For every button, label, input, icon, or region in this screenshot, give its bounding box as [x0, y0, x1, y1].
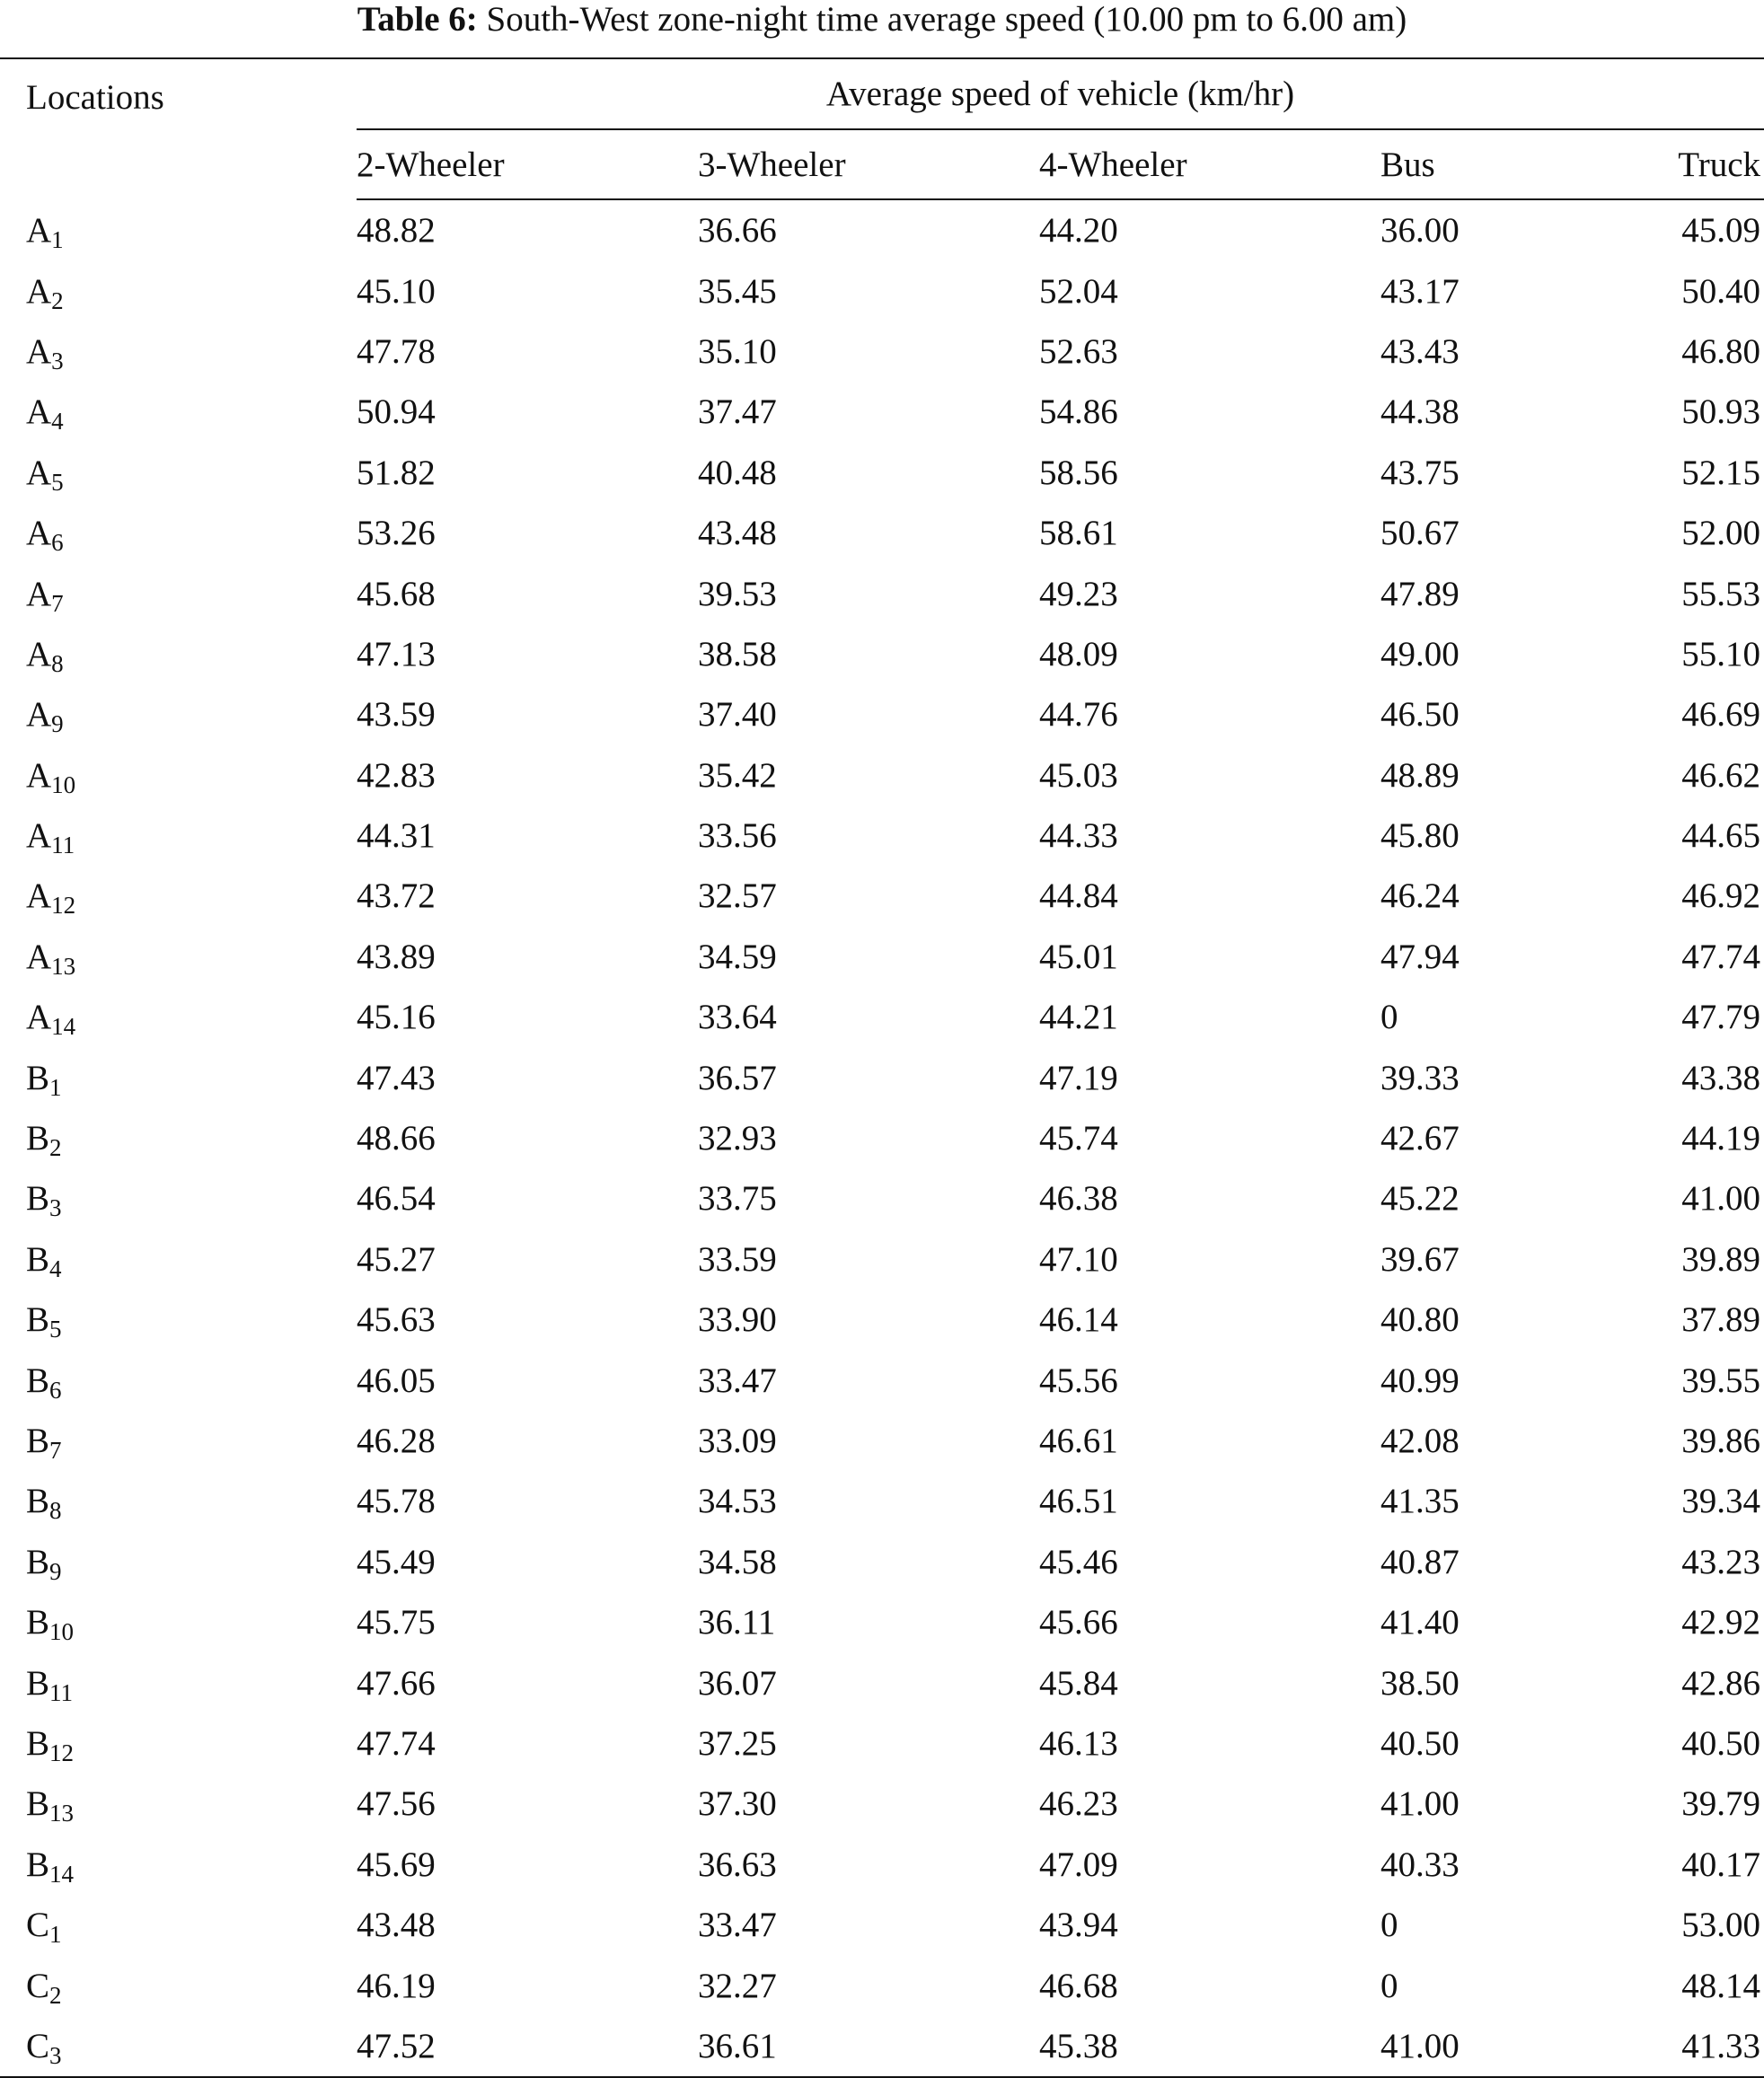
- three-wheeler-cell: 36.11: [698, 1603, 776, 1642]
- truck-cell: 46.69: [1681, 695, 1761, 735]
- four-wheeler-cell: 52.04: [1039, 271, 1118, 311]
- truck-cell: 45.09: [1681, 211, 1761, 251]
- location-letter: B: [26, 1422, 50, 1460]
- location-subscript: 7: [49, 1437, 62, 1464]
- bus-cell: 0: [1380, 1906, 1398, 1945]
- three-wheeler-cell: 36.61: [698, 2016, 1039, 2077]
- four-wheeler-cell: 46.51: [1039, 1482, 1118, 1521]
- location-letter: A: [26, 937, 52, 976]
- location-subscript: 10: [49, 1618, 75, 1646]
- table-caption-text: South-West zone-night time average speed (10.00 pm to 6.00 am): [486, 0, 1407, 39]
- location-subscript: 1: [49, 1073, 62, 1101]
- three-wheeler-cell: 32.93: [698, 1119, 777, 1158]
- location-subscript: 1: [51, 225, 64, 253]
- four-wheeler-cell: 44.76: [1039, 695, 1118, 735]
- table-row: [0, 1592, 1764, 1652]
- two-wheeler-cell: 53.26: [357, 514, 436, 553]
- two-wheeler-cell: 43.72: [357, 876, 436, 916]
- location-cell: [0, 1411, 357, 1471]
- two-wheeler-cell: 46.54: [357, 1179, 436, 1219]
- table-caption-label: Table 6:: [357, 0, 478, 39]
- truck-cell: 55.10: [1681, 634, 1761, 674]
- table-row: [0, 563, 1764, 623]
- four-wheeler-cell: 46.61: [1039, 1422, 1118, 1460]
- location-cell: [0, 1168, 357, 1228]
- three-wheeler-cell: 33.56: [698, 816, 777, 856]
- location-subscript: 2: [51, 286, 64, 314]
- three-wheeler-cell: 36.66: [698, 211, 777, 251]
- location-letter: A: [26, 998, 52, 1037]
- location-cell: [0, 321, 357, 382]
- bus-cell: 42.67: [1380, 1119, 1460, 1158]
- locations-header: Locations: [0, 58, 357, 199]
- three-wheeler-cell: 33.64: [698, 998, 777, 1037]
- location-letter: A: [26, 816, 52, 856]
- location-subscript: 3: [49, 1194, 62, 1222]
- truck-cell: 39.89: [1681, 1239, 1761, 1279]
- location-subscript: 11: [49, 1678, 74, 1706]
- truck-cell: 48.14: [1681, 1966, 1761, 2005]
- table-row: [0, 1168, 1764, 1228]
- location-letter: B: [26, 1482, 50, 1521]
- location-subscript: 12: [49, 1739, 75, 1766]
- table-row: [0, 987, 1764, 1047]
- table-row: [0, 382, 1764, 442]
- three-wheeler-cell: 33.47: [698, 1360, 777, 1400]
- location-cell: [0, 927, 357, 987]
- table-row: [0, 1290, 1764, 1350]
- location-cell: [0, 199, 357, 260]
- header-row-group: [0, 58, 1764, 129]
- two-wheeler-cell: 43.89: [357, 937, 436, 976]
- truck-cell: 39.55: [1681, 1360, 1761, 1400]
- location-subscript: 11: [51, 832, 75, 859]
- bus-cell: 40.33: [1380, 1845, 1460, 1884]
- location-subscript: 10: [51, 770, 76, 798]
- table-body: [0, 199, 1764, 2077]
- location-cell: [0, 624, 357, 684]
- two-wheeler-cell: 47.52: [357, 2016, 698, 2077]
- table-row: [0, 806, 1764, 866]
- two-wheeler-cell: 45.69: [357, 1845, 436, 1884]
- location-cell: [0, 745, 357, 806]
- four-wheeler-cell: 58.61: [1039, 514, 1118, 553]
- location-subscript: 14: [51, 1013, 76, 1041]
- location-letter: A: [26, 876, 52, 916]
- table-row: [0, 1774, 1764, 1834]
- location-letter: B: [26, 1058, 50, 1097]
- truck-cell: 37.89: [1681, 1300, 1761, 1340]
- four-wheeler-cell: 44.21: [1039, 998, 1118, 1037]
- three-wheeler-cell: 33.90: [698, 1300, 777, 1340]
- four-wheeler-cell: 45.03: [1039, 755, 1118, 795]
- four-wheeler-cell: 54.86: [1039, 392, 1118, 432]
- three-wheeler-cell: 37.47: [698, 392, 777, 432]
- two-wheeler-cell: 45.68: [357, 574, 436, 613]
- bus-cell: 40.80: [1380, 1300, 1460, 1340]
- location-subscript: 4: [51, 408, 64, 436]
- location-letter: B: [26, 1360, 50, 1400]
- location-subscript: 13: [51, 952, 76, 980]
- bus-cell: 50.67: [1380, 514, 1460, 553]
- truck-cell: 52.00: [1681, 514, 1761, 553]
- four-wheeler-cell: 43.94: [1039, 1906, 1118, 1945]
- table-row: [0, 1108, 1764, 1168]
- three-wheeler-cell: 36.07: [698, 1663, 777, 1703]
- bus-cell: 47.94: [1380, 937, 1460, 976]
- four-wheeler-cell: 45.56: [1039, 1360, 1118, 1400]
- location-letter: B: [26, 1119, 50, 1158]
- column-header-3-wheeler: 3-Wheeler: [698, 129, 1039, 199]
- location-letter: A: [26, 514, 52, 553]
- table-row: [0, 1411, 1764, 1471]
- location-subscript: 3: [49, 2041, 62, 2069]
- location-subscript: 4: [49, 1255, 62, 1282]
- location-subscript: 6: [49, 1376, 62, 1404]
- two-wheeler-cell: 47.56: [357, 1784, 436, 1824]
- location-subscript: 13: [49, 1800, 75, 1827]
- location-letter: B: [26, 1179, 50, 1219]
- location-cell: [0, 443, 357, 503]
- location-cell: [0, 382, 357, 442]
- location-subscript: 12: [51, 892, 76, 920]
- table-row: [0, 1350, 1764, 1410]
- location-subscript: 2: [49, 1981, 62, 2009]
- two-wheeler-cell: 44.31: [357, 816, 436, 856]
- location-cell: [0, 1774, 357, 1834]
- bus-cell: 40.87: [1380, 1542, 1460, 1581]
- three-wheeler-cell: 37.30: [698, 1784, 777, 1824]
- truck-cell: 52.15: [1681, 453, 1761, 492]
- bus-cell: 49.00: [1380, 634, 1460, 674]
- truck-cell: 50.93: [1681, 392, 1761, 432]
- three-wheeler-cell: 34.59: [698, 937, 777, 976]
- four-wheeler-cell: 47.10: [1039, 1239, 1118, 1279]
- four-wheeler-cell: 45.01: [1039, 937, 1118, 976]
- two-wheeler-cell: 48.66: [357, 1119, 436, 1158]
- bus-cell: 46.24: [1380, 876, 1460, 916]
- three-wheeler-cell: 39.53: [698, 574, 777, 613]
- truck-cell: 42.86: [1681, 1663, 1761, 1703]
- bus-cell: 45.80: [1380, 816, 1460, 856]
- truck-cell: 39.34: [1681, 1482, 1761, 1521]
- truck-cell: 41.33: [1584, 2016, 1764, 2077]
- average-speed-header: Average speed of vehicle (km/hr): [357, 58, 1764, 129]
- truck-cell: 40.17: [1681, 1845, 1761, 1884]
- bus-cell: 45.22: [1380, 1179, 1460, 1219]
- bus-cell: 43.43: [1380, 331, 1460, 371]
- bus-cell: 40.99: [1380, 1360, 1460, 1400]
- bus-cell: 39.67: [1380, 1239, 1460, 1279]
- location-cell: [0, 1290, 357, 1350]
- four-wheeler-cell: 49.23: [1039, 574, 1118, 613]
- three-wheeler-cell: 35.10: [698, 331, 777, 371]
- bus-cell: 43.17: [1380, 271, 1460, 311]
- four-wheeler-cell: 46.13: [1039, 1723, 1118, 1763]
- location-letter: C: [26, 2026, 50, 2065]
- truck-cell: 42.92: [1681, 1603, 1761, 1642]
- four-wheeler-cell: 45.74: [1039, 1119, 1118, 1158]
- bus-cell: 46.50: [1380, 695, 1460, 735]
- table-row: [0, 866, 1764, 926]
- location-letter: A: [26, 634, 52, 674]
- four-wheeler-cell: 45.38: [1039, 2016, 1380, 2077]
- location-cell: [0, 1835, 357, 1895]
- location-letter: B: [26, 1845, 50, 1884]
- bus-cell: 41.35: [1380, 1482, 1460, 1521]
- table-row: [0, 1835, 1764, 1895]
- two-wheeler-cell: 47.66: [357, 1663, 436, 1703]
- table-header: [0, 58, 1764, 199]
- bus-cell: 41.40: [1380, 1603, 1460, 1642]
- two-wheeler-cell: 43.48: [357, 1906, 436, 1945]
- table-row: [0, 503, 1764, 563]
- two-wheeler-cell: 51.82: [357, 453, 436, 492]
- truck-cell: 39.86: [1681, 1422, 1761, 1460]
- location-letter: A: [26, 574, 52, 613]
- three-wheeler-cell: 32.57: [698, 876, 777, 916]
- table-row: [0, 684, 1764, 744]
- location-letter: C: [26, 1906, 50, 1945]
- table-row: [0, 443, 1764, 503]
- two-wheeler-cell: 50.94: [357, 392, 436, 432]
- location-cell: [0, 866, 357, 926]
- truck-cell: 46.62: [1681, 755, 1761, 795]
- truck-cell: 47.74: [1681, 937, 1761, 976]
- location-cell: [0, 1895, 357, 1955]
- location-letter: A: [26, 755, 52, 795]
- bus-cell: 38.50: [1380, 1663, 1460, 1703]
- column-header-4-wheeler: 4-Wheeler: [1039, 129, 1380, 199]
- location-cell: [0, 2016, 357, 2077]
- four-wheeler-cell: 52.63: [1039, 331, 1118, 371]
- location-cell: [0, 1108, 357, 1168]
- four-wheeler-cell: 44.84: [1039, 876, 1118, 916]
- table-row: [0, 1895, 1764, 1955]
- location-cell: [0, 1592, 357, 1652]
- location-letter: A: [26, 271, 52, 311]
- bus-cell: 0: [1380, 998, 1398, 1037]
- location-letter: B: [26, 1542, 50, 1581]
- two-wheeler-cell: 46.28: [357, 1422, 436, 1460]
- column-header-2-wheeler: 2-Wheeler: [357, 129, 698, 199]
- table-row: [0, 1652, 1764, 1713]
- location-subscript: 14: [49, 1860, 75, 1888]
- truck-cell: 46.92: [1681, 876, 1761, 916]
- table-row: [0, 624, 1764, 684]
- location-cell: [0, 1652, 357, 1713]
- four-wheeler-cell: 46.68: [1039, 1966, 1118, 2005]
- location-subscript: 5: [49, 1316, 62, 1343]
- location-cell: [0, 1955, 357, 2015]
- location-subscript: 8: [49, 1497, 62, 1525]
- location-subscript: 9: [51, 710, 64, 738]
- three-wheeler-cell: 33.47: [698, 1906, 777, 1945]
- three-wheeler-cell: 43.48: [698, 514, 777, 553]
- table-row: [0, 1713, 1764, 1774]
- table-row: [0, 1955, 1764, 2015]
- three-wheeler-cell: 35.42: [698, 755, 777, 795]
- location-cell: [0, 1471, 357, 1531]
- four-wheeler-cell: 47.09: [1039, 1845, 1118, 1884]
- two-wheeler-cell: 45.10: [357, 271, 436, 311]
- truck-cell: 43.23: [1681, 1542, 1761, 1581]
- truck-cell: 39.79: [1681, 1784, 1761, 1824]
- three-wheeler-cell: 40.48: [698, 453, 777, 492]
- table-caption: [0, 0, 1764, 40]
- location-letter: B: [26, 1239, 50, 1279]
- table-row: [0, 2016, 1764, 2077]
- location-subscript: 8: [51, 649, 64, 677]
- two-wheeler-cell: 45.16: [357, 998, 436, 1037]
- three-wheeler-cell: 33.09: [698, 1422, 777, 1460]
- bus-cell: 41.00: [1380, 2016, 1584, 2077]
- two-wheeler-cell: 45.75: [357, 1603, 436, 1642]
- four-wheeler-cell: 47.19: [1039, 1058, 1118, 1097]
- location-letter: B: [26, 1663, 50, 1703]
- table-row: [0, 927, 1764, 987]
- two-wheeler-cell: 46.19: [357, 1966, 436, 2005]
- location-cell: [0, 1532, 357, 1592]
- bus-cell: 43.75: [1380, 453, 1460, 492]
- location-cell: [0, 1229, 357, 1290]
- location-cell: [0, 1350, 357, 1410]
- two-wheeler-cell: 47.43: [357, 1058, 436, 1097]
- location-cell: [0, 503, 357, 563]
- three-wheeler-cell: 35.45: [698, 271, 777, 311]
- location-letter: A: [26, 695, 52, 735]
- three-wheeler-cell: 38.58: [698, 634, 777, 674]
- truck-cell: 44.65: [1681, 816, 1761, 856]
- location-subscript: 3: [51, 347, 64, 374]
- table-row: [0, 199, 1764, 260]
- three-wheeler-cell: 34.53: [698, 1482, 777, 1521]
- two-wheeler-cell: 45.63: [357, 1300, 436, 1340]
- truck-cell: 43.38: [1681, 1058, 1761, 1097]
- truck-cell: 40.50: [1681, 1723, 1761, 1763]
- bus-cell: 41.00: [1380, 1784, 1460, 1824]
- location-cell: [0, 806, 357, 866]
- three-wheeler-cell: 32.27: [698, 1966, 777, 2005]
- bus-cell: 42.08: [1380, 1422, 1460, 1460]
- table-row: [0, 1229, 1764, 1290]
- two-wheeler-cell: 45.27: [357, 1239, 436, 1279]
- location-cell: [0, 260, 357, 321]
- location-letter: B: [26, 1300, 50, 1340]
- location-cell: [0, 987, 357, 1047]
- four-wheeler-cell: 58.56: [1039, 453, 1118, 492]
- location-cell: [0, 1047, 357, 1107]
- location-subscript: 7: [51, 589, 64, 617]
- four-wheeler-cell: 46.14: [1039, 1300, 1118, 1340]
- bus-cell: 36.00: [1380, 211, 1460, 251]
- two-wheeler-cell: 47.78: [357, 331, 436, 371]
- three-wheeler-cell: 36.57: [698, 1058, 777, 1097]
- bus-cell: 0: [1380, 1966, 1398, 2005]
- four-wheeler-cell: 45.46: [1039, 1542, 1118, 1581]
- truck-cell: 41.00: [1681, 1179, 1761, 1219]
- four-wheeler-cell: 46.23: [1039, 1784, 1118, 1824]
- location-letter: B: [26, 1603, 50, 1642]
- bus-cell: 40.50: [1380, 1723, 1460, 1763]
- two-wheeler-cell: 47.13: [357, 634, 436, 674]
- location-letter: C: [26, 1966, 50, 2005]
- table-row: [0, 1047, 1764, 1107]
- location-subscript: 9: [49, 1557, 62, 1585]
- bus-cell: 47.89: [1380, 574, 1460, 613]
- location-letter: B: [26, 1784, 50, 1824]
- truck-cell: 46.80: [1681, 331, 1761, 371]
- three-wheeler-cell: 34.58: [698, 1542, 777, 1581]
- location-cell: [0, 563, 357, 623]
- three-wheeler-cell: 36.63: [698, 1845, 777, 1884]
- four-wheeler-cell: 48.09: [1039, 634, 1118, 674]
- truck-cell: 47.79: [1681, 998, 1761, 1037]
- location-subscript: 2: [49, 1134, 62, 1162]
- location-subscript: 6: [51, 529, 64, 557]
- speed-table: [0, 57, 1764, 2078]
- four-wheeler-cell: 46.38: [1039, 1179, 1118, 1219]
- two-wheeler-cell: 42.83: [357, 755, 436, 795]
- truck-cell: 55.53: [1681, 574, 1761, 613]
- bus-cell: 48.89: [1380, 755, 1460, 795]
- two-wheeler-cell: 46.05: [357, 1360, 436, 1400]
- two-wheeler-cell: 48.82: [357, 211, 436, 251]
- two-wheeler-cell: 45.49: [357, 1542, 436, 1581]
- bus-cell: 44.38: [1380, 392, 1460, 432]
- bus-cell: 39.33: [1380, 1058, 1460, 1097]
- location-cell: [0, 1713, 357, 1774]
- truck-cell: 44.19: [1681, 1119, 1761, 1158]
- two-wheeler-cell: 47.74: [357, 1723, 436, 1763]
- location-cell: [0, 684, 357, 744]
- four-wheeler-cell: 44.33: [1039, 816, 1118, 856]
- location-letter: A: [26, 453, 52, 492]
- location-subscript: 5: [51, 468, 64, 496]
- two-wheeler-cell: 43.59: [357, 695, 436, 735]
- three-wheeler-cell: 37.40: [698, 695, 777, 735]
- table-row: [0, 321, 1764, 382]
- location-letter: A: [26, 210, 52, 250]
- location-subscript: 1: [49, 1921, 62, 1949]
- four-wheeler-cell: 45.66: [1039, 1603, 1118, 1642]
- four-wheeler-cell: 45.84: [1039, 1663, 1118, 1703]
- table-row: [0, 745, 1764, 806]
- location-letter: A: [26, 392, 52, 432]
- column-header-bus: Bus: [1380, 129, 1584, 199]
- location-letter: B: [26, 1723, 50, 1763]
- location-letter: A: [26, 331, 52, 371]
- three-wheeler-cell: 33.75: [698, 1179, 777, 1219]
- truck-cell: 53.00: [1681, 1906, 1761, 1945]
- table-row: [0, 260, 1764, 321]
- four-wheeler-cell: 44.20: [1039, 211, 1118, 251]
- three-wheeler-cell: 33.59: [698, 1239, 777, 1279]
- three-wheeler-cell: 37.25: [698, 1723, 777, 1763]
- column-header-truck: Truck: [1584, 129, 1764, 199]
- table-row: [0, 1532, 1764, 1592]
- table-row: [0, 1471, 1764, 1531]
- two-wheeler-cell: 45.78: [357, 1482, 436, 1521]
- truck-cell: 50.40: [1681, 271, 1761, 311]
